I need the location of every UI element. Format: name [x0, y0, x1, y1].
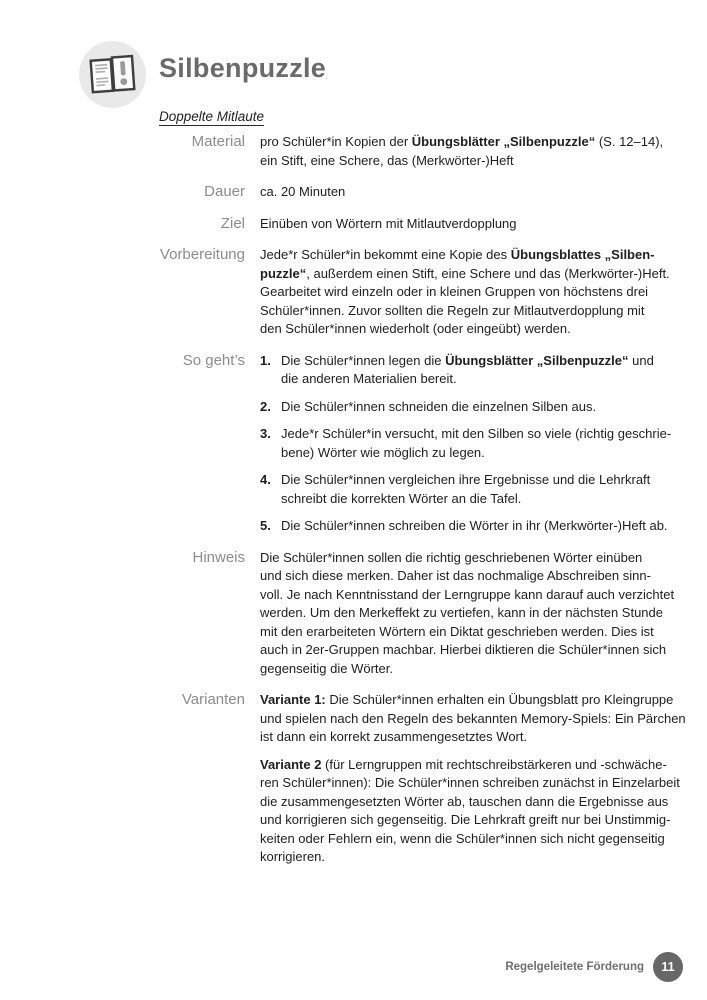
text-line [260, 774, 680, 793]
footer-series-title: Regelgeleitete Förderung [505, 961, 644, 973]
text-line [281, 425, 671, 444]
text: Schüler*innen. Zuvor sollten die Regeln zur Mitlautverdopplung mit [260, 302, 645, 318]
list-item [260, 425, 680, 462]
text-line [260, 756, 680, 775]
text-line [260, 246, 680, 265]
text: keiten oder Fehlern ein, wenn die Schüler*innen sich nicht gegenseitig [260, 830, 665, 846]
text-lines [260, 246, 680, 339]
text: Einüben von Wörtern mit Mitlautverdopplung [260, 215, 517, 231]
content-sections [0, 133, 707, 880]
text: auch in 2er-Gruppen machbar. Hierbei diktieren die Schüler*innen sich [260, 642, 667, 657]
text: ca. 20 Minuten [260, 184, 346, 199]
text: gegenseitig die Wörter. [260, 660, 393, 676]
text-line [260, 133, 680, 152]
text-lines [260, 756, 680, 867]
text-line [281, 370, 654, 389]
text: den Schüler*innen wiederholt (oder eingeübt) werden. [260, 321, 571, 336]
list-number: 4. [260, 472, 271, 487]
text-lines [281, 352, 654, 389]
text-line [260, 811, 680, 830]
text: Die Schüler*innen legen die [281, 352, 446, 368]
paragraph [260, 215, 680, 234]
bold-text: Übungsblätter „Silbenpuzzle“ [445, 352, 629, 368]
text: ist dann ein korrekt zusammengesetztes Wort. [260, 729, 528, 744]
text: mit den erarbeiteten Wörtern ein Diktat geschrieben werden. Dies ist [260, 623, 654, 639]
text: pro Schüler*in Kopien der [260, 134, 412, 149]
text: Jede*r Schüler*in versucht, mit den Silben so viele (richtig geschrie- [281, 426, 672, 441]
text: ren Schüler*innen): Die Schüler*innen schreiben zunächst in Einzelarbeit [260, 775, 680, 790]
text: und spielen nach den Regeln des bekannten Memory-Spiels: Ein Pärchen [260, 710, 686, 726]
text: Die Schüler*innen vergleichen ihre Ergebnisse und die Lehrkraft [281, 472, 651, 487]
section-dauer [0, 183, 707, 202]
text-line [260, 283, 680, 302]
section-label-varianten: Varianten [181, 691, 245, 708]
text: die zusammengesetzten Wörter ab, tauschen dann die Ergebnisse aus [260, 793, 669, 809]
text: und [628, 352, 654, 368]
section-hinweis [0, 549, 707, 679]
text-lines [281, 398, 596, 417]
text: schreibt die korrekten Wörter an die Tafel. [281, 490, 522, 506]
text-lines [260, 133, 680, 170]
page-footer [505, 952, 683, 982]
text: und korrigieren sich gegenseitig. Die Lehrkraft greift nur bei Unstimmig- [260, 812, 671, 827]
text: korrigieren. [260, 849, 326, 864]
paragraph [260, 183, 680, 202]
section-label-ziel: Ziel [220, 214, 245, 232]
text-line [260, 567, 680, 586]
text: und sich diese merken. Daher ist das nochmalige Abschreiben sinn- [260, 568, 651, 583]
header [159, 53, 326, 126]
text-line [260, 215, 680, 234]
text: werden. Um den Merkeffekt zu vertiefen, kann in der nächsten Stunde [260, 605, 663, 620]
section-material [0, 133, 707, 170]
section-ziel [0, 215, 707, 234]
text-line [260, 848, 680, 867]
section-body-varianten [260, 691, 686, 867]
bold-text: Variante 1: [260, 692, 326, 707]
text-lines [281, 471, 650, 508]
section-body-dauer [260, 183, 680, 202]
list-item [260, 517, 680, 536]
page-title: Silbenpuzzle [159, 53, 327, 83]
bold-text: puzzle“ [260, 265, 307, 281]
open-book-exclamation-graphic [79, 41, 146, 108]
text-line [260, 728, 680, 747]
section-body-material [260, 133, 680, 170]
text: Die Schüler*innen erhalten ein Übungsblatt pro Kleingruppe [325, 692, 674, 707]
text-line [281, 517, 668, 536]
open-book-exclamation-icon [79, 41, 146, 108]
paragraph [260, 756, 680, 867]
section-so-gehts [0, 352, 707, 536]
list-number: 3. [260, 426, 271, 441]
text-line [281, 490, 650, 509]
text-line [260, 549, 680, 568]
text-line [260, 604, 680, 623]
text-lines [281, 517, 668, 536]
section-body-hinweis [260, 549, 680, 679]
text-line [260, 793, 680, 812]
text: (S. 12–14), [595, 134, 664, 149]
paragraph [260, 246, 680, 339]
section-label-so-gehts: So geht’s [182, 351, 245, 369]
text-line [281, 352, 654, 371]
text: Jede*r Schüler*in bekommt eine Kopie des [260, 247, 511, 262]
paragraph [260, 691, 686, 747]
text-line [260, 660, 680, 679]
text-line [281, 471, 650, 490]
list-item [260, 352, 680, 389]
text: Die Schüler*innen schneiden die einzelnen Silben aus. [281, 398, 597, 414]
text: bene) Wörter wie möglich zu legen. [281, 444, 485, 460]
text-line [260, 830, 680, 849]
text-lines [260, 215, 680, 234]
section-vorbereitung [0, 246, 707, 339]
list-number: 5. [260, 518, 271, 533]
text: Die Schüler*innen sollen die richtig geschriebenen Wörter einüben [260, 549, 643, 565]
text-line [281, 444, 671, 463]
section-varianten [0, 691, 707, 867]
page-number-badge: 11 [653, 952, 683, 982]
list-number: 2. [260, 398, 271, 414]
text: die anderen Materialien bereit. [281, 371, 457, 386]
text-lines [260, 183, 680, 202]
text-line [260, 623, 680, 642]
text-line [260, 302, 680, 321]
bold-text: Übungsblätter „Silbenpuzzle“ [411, 134, 596, 149]
bold-text: Übungsblattes „Silben- [510, 247, 655, 262]
text-line [260, 641, 680, 660]
text: (für Lerngruppen mit rechtschreibstärkeren und -schwäche- [321, 756, 667, 772]
section-label-dauer: Dauer [204, 183, 245, 200]
text-lines [260, 691, 686, 747]
text-line [260, 320, 680, 339]
section-body-vorbereitung [260, 246, 680, 339]
list-number: 1. [260, 352, 271, 368]
text: voll. Je nach Kenntnisstand der Lerngruppe kann darauf auch verzichtet [260, 586, 675, 602]
page-subtitle: Doppelte Mitlaute [159, 109, 265, 124]
text-line [260, 710, 686, 729]
section-label-material: Material [191, 133, 245, 150]
text-lines [281, 425, 671, 462]
text-line [260, 152, 680, 171]
text-lines [260, 549, 680, 679]
paragraph [260, 549, 680, 679]
text: Die Schüler*innen schreiben die Wörter in ihr (Merkwörter-)Heft ab. [281, 518, 668, 533]
text-line [260, 691, 680, 710]
text-line [260, 586, 680, 605]
text: Gearbeitet wird einzeln oder in kleinen Gruppen von höchstens drei [260, 284, 649, 299]
list-item [260, 398, 680, 417]
text-line [260, 183, 680, 202]
section-body-ziel [260, 215, 680, 234]
text-line [281, 398, 596, 417]
text: , außerdem einen Stift, eine Schere und das (Merkwörter-)Heft. [306, 265, 670, 281]
paragraph [260, 133, 680, 170]
text-line [260, 265, 680, 284]
section-label-hinweis: Hinweis [192, 548, 245, 566]
list-item [260, 471, 680, 508]
section-body-so-gehts [260, 352, 680, 536]
bold-text: Variante 2 [260, 756, 322, 772]
section-label-vorbereitung: Vorbereitung [159, 246, 245, 263]
text: ein Stift, eine Schere, das (Merkwörter-)Heft [260, 152, 514, 168]
